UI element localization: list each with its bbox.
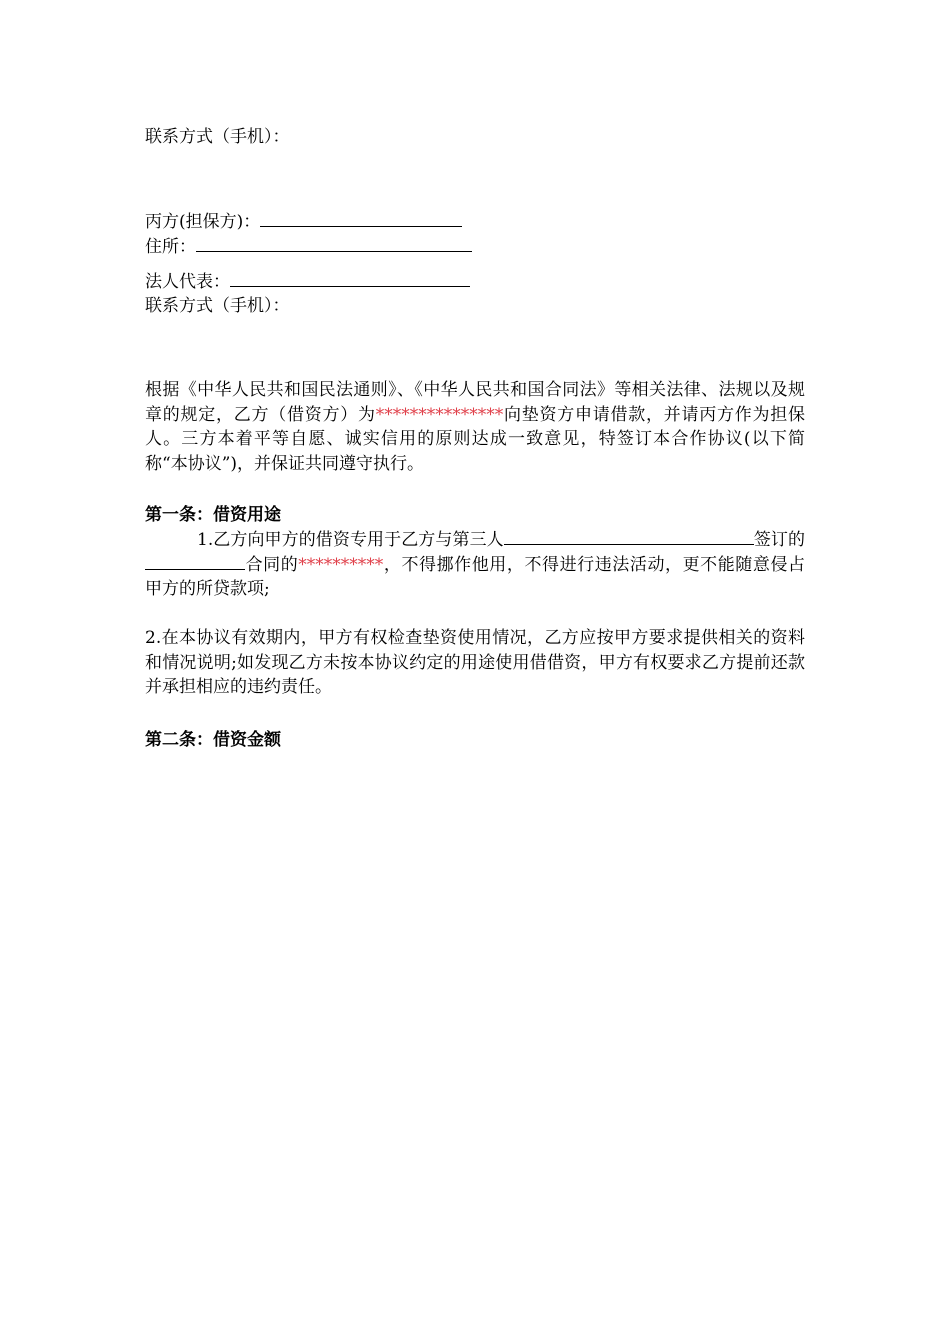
article-1-title: 第一条：借资用途 [145, 505, 281, 525]
party-c-address-blank[interactable] [196, 235, 472, 252]
intro-text-1: 根据《中华人民共和国民法通则》、《中华人民共和国合同法》等相关法律、法规以及规章的规定，乙方（借资方）为 [145, 380, 805, 425]
intro-text-2: 向垫资方申请借款，并请丙方作为担保人。三方本着平等自愿、诚实信用的原则达成一致意见，特签订本合作协议(以下简称“本协议”)，并保证共同遵守执行。 [145, 404, 805, 474]
clause-1-text-4: ，不得挪作他用，不得进行违法活动，更不能随意侵占甲方的所贷款项; [145, 554, 806, 599]
article-1-clause-1 [145, 528, 805, 602]
party-c-label: 丙方(担保方)： [145, 212, 261, 232]
clause-1-text-3: 合同的 [245, 554, 299, 575]
party-c-blank[interactable] [260, 210, 462, 227]
clause-1-text-1: 1.乙方向甲方的借资专用于乙方与第三人 [197, 530, 504, 550]
article-1-clause-2: 2.在本协议有效期内，甲方有权检查垫资使用情况，乙方应按甲方要求提供相关的资料和情况说明;如发现乙方未按本协议约定的用途使用借借资，甲方有权要求乙方提前还款并承担相应的违约责任。 [145, 628, 805, 697]
article-2-title: 第二条：借资金额 [145, 730, 281, 750]
party-c-address-line [145, 235, 472, 259]
party-b-contact-label: 联系方式（手机）： [145, 127, 290, 147]
party-c-rep-label: 法人代表： [145, 272, 230, 292]
intro-redacted: *************** [375, 404, 504, 425]
party-c-rep-blank[interactable] [230, 270, 470, 287]
party-c-address-label: 住所： [145, 237, 196, 257]
party-c-rep-line [145, 270, 470, 294]
third-party-blank[interactable] [504, 528, 754, 545]
intro-paragraph [145, 378, 805, 476]
clause-1-text-2: 签订的 [753, 530, 805, 550]
party-c-line [145, 210, 462, 234]
party-c-contact-label: 联系方式（手机）： [145, 296, 290, 316]
contract-blank[interactable] [145, 553, 245, 570]
clause-1-redacted: ********** [298, 554, 384, 575]
